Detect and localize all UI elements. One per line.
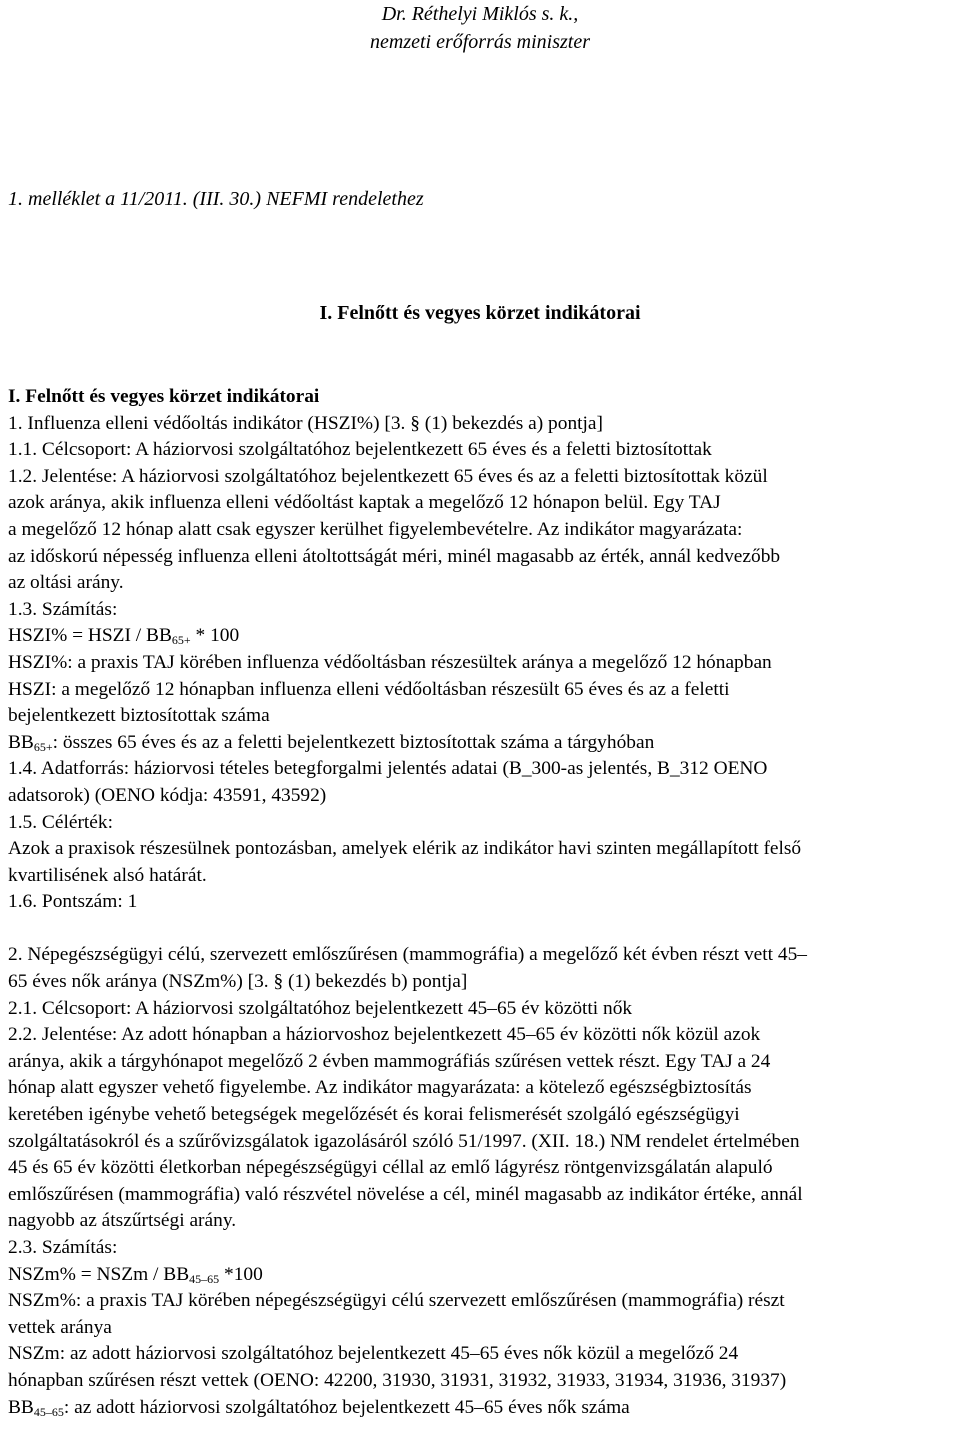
- def-bb-1-tail: : összes 65 éves és az a feletti bejelentkezett biztosítottak száma a tárgyhóban: [52, 731, 655, 753]
- indicator-1-1-target: 1.1. Célcsoport: A háziorvosi szolgáltatóhoz bejelentkezett 65 éves és a feletti biztosítottak: [8, 439, 712, 461]
- paragraph-gap: [8, 916, 953, 943]
- indicator-1-2-meaning-line-5: az oltási arány.: [8, 572, 124, 594]
- indicator-2-2-meaning-line-1: 2.2. Jelentése: Az adott hónapban a háziorvoshoz bejelentkezett 45–65 év közötti nők közül azok: [8, 1024, 761, 1046]
- indicator-2-2-meaning-line-3: hónap alatt egyszer vehető figyelembe. Az indikátor magyarázata: a kötelező egészségbiztosítás: [8, 1077, 752, 1099]
- indicator-1-2-meaning-line-1: 1.2. Jelentése: A háziorvosi szolgáltatóhoz bejelentkezett 65 éves és az a feletti biztosítottak közül: [8, 465, 768, 487]
- indicator-2-2-meaning-line-8: nagyobb az átszűrtségi arány.: [8, 1210, 237, 1232]
- indicator-1-def-hszi-line-2: bejelentkezett biztosítottak száma: [8, 705, 270, 727]
- indicator-1-2-meaning-line-2: azok aránya, akik influenza elleni védőoltást kaptak a megelőző 12 hónapon belül. Egy TAJ: [8, 492, 721, 514]
- def-bb-1-subscript: 65+: [33, 739, 53, 754]
- formula-2-main: NSZm% = NSZm / BB: [8, 1263, 190, 1285]
- indicator-1-formula: [8, 623, 953, 650]
- indicator-1-4-source-line-2: adatsorok) (OENO kódja: 43591, 43592): [8, 784, 327, 806]
- section-heading-repeat: I. Felnőtt és vegyes körzet indikátorai: [8, 386, 320, 407]
- indicator-1-4-source-line-1: 1.4. Adatforrás: háziorvosi tételes betegforgalmi jelentés adatai (B_300-as jelentés, B_312 OENO: [8, 758, 768, 780]
- indicator-1-title: 1. Influenza elleni védőoltás indikátor (HSZI%) [3. § (1) bekezdés a) pontja]: [8, 412, 603, 434]
- indicator-2-def-nszm-line-2: hónapban szűrésen részt vettek (OENO: 42200, 31930, 31931, 31932, 31933, 31934, 31936, 31937): [8, 1369, 787, 1391]
- indicator-1-3-calc-heading: 1.3. Számítás:: [8, 598, 118, 620]
- indicator-2-def-nszm-pct-line-1: NSZm%: a praxis TAJ körében népegészségügyi célú szervezett emlőszűrésen (mammográfia) részt: [8, 1290, 785, 1312]
- indicator-1-6-points: 1.6. Pontszám: 1: [8, 891, 138, 913]
- indicator-1-def-bb: [8, 730, 953, 757]
- indicator-1-2-meaning-line-4: az időskorú népesség influenza elleni átoltottságát méri, minél magasabb az érték, annál kedvezőbb: [8, 545, 781, 567]
- formula-2-tail: *100: [219, 1263, 263, 1285]
- indicator-1-def-hszi-line-1: HSZI: a megelőző 12 hónapban influenza elleni védőoltásban részesült 65 éves és az a feletti: [8, 678, 730, 700]
- indicator-2-def-nszm-line-1: NSZm: az adott háziorvosi szolgáltatóhoz bejelentkezett 45–65 éves nők közül a megelőző 24: [8, 1343, 739, 1365]
- def-bb-2-main: BB: [8, 1396, 34, 1418]
- indicator-1-def-hszi-pct: HSZI%: a praxis TAJ körében influenza védőoltásban részesültek aránya a megelőző 12 hónapban: [8, 651, 772, 673]
- signatory-role: nemzeti erőforrás miniszter: [370, 31, 590, 53]
- indicator-2-2-meaning-line-6: 45 és 65 év közötti életkorban népegészségügyi céllal az emlő lágyrész röntgenvizsgálatán alapuló: [8, 1157, 773, 1179]
- signatory-name: Dr. Réthelyi Miklós s. k.,: [381, 3, 579, 25]
- signature-block: [0, 0, 960, 56]
- indicator-2-2-meaning-line-7: emlőszűrésen (mammográfia) való részvétel növelése a cél, minél magasabb az indikátor értéke, annál: [8, 1183, 803, 1205]
- indicator-2-title-line-2: 65 éves nők aránya (NSZm%) [3. § (1) bekezdés b) pontja]: [8, 971, 468, 993]
- indicator-2-2-meaning-line-2: aránya, akik a tárgyhónapot megelőző 2 évben mammográfiás szűrésen vettek részt. Egy TAJ a 24: [8, 1050, 771, 1072]
- indicator-2-def-bb: [8, 1395, 953, 1422]
- indicator-2-3-calc-heading: 2.3. Számítás:: [8, 1237, 118, 1258]
- indicator-1-5-target-line-2: kvartilisének alsó határát.: [8, 864, 207, 886]
- indicator-1-2-meaning-line-3: a megelőző 12 hónap alatt csak egyszer kerülhet figyelembevételre. Az indikátor magyarázata:: [8, 518, 743, 540]
- section-heading: I. Felnőtt és vegyes körzet indikátorai: [319, 302, 641, 324]
- formula-1-tail: * 100: [190, 625, 240, 647]
- def-bb-2-tail: : az adott háziorvosi szolgáltatóhoz bejelentkezett 45–65 éves nők száma: [63, 1396, 630, 1418]
- formula-2-subscript: 45–65: [189, 1271, 220, 1286]
- indicator-1-5-target-line-1: Azok a praxisok részesülnek pontozásban, amelyek elérik az indikátor havi szinten megállapított felső: [8, 838, 802, 860]
- indicator-2-formula: [8, 1262, 953, 1289]
- def-bb-2-subscript: 45–65: [33, 1404, 64, 1419]
- formula-1-main: HSZI% = HSZI / BB: [8, 625, 172, 647]
- formula-1-subscript: 65+: [171, 633, 191, 648]
- indicator-2-1-target: 2.1. Célcsoport: A háziorvosi szolgáltatóhoz bejelentkezett 45–65 év közötti nők: [8, 997, 633, 1019]
- indicator-2-2-meaning-line-4: keretében igénybe vehető betegségek megelőzését és korai felismerését szolgáló egészségügyi: [8, 1104, 740, 1126]
- indicator-2-def-nszm-pct-line-2: vettek aránya: [8, 1316, 112, 1338]
- indicator-2-title-line-1: 2. Népegészségügyi célú, szervezett emlőszűrésen (mammográfia) a megelőző két évben részt vett 45–: [8, 944, 807, 966]
- annex-title: 1. melléklet a 11/2011. (III. 30.) NEFMI rendelethez: [8, 188, 424, 210]
- indicator-2-2-meaning-line-5: szolgáltatásokról és a szűrővizsgálatok igazolásáról szóló 51/1997. (XII. 18.) NM rendelet értelmében: [8, 1130, 800, 1152]
- indicator-1-5-target-heading: 1.5. Célérték:: [8, 811, 114, 833]
- document-body: [8, 384, 953, 1421]
- def-bb-1-main: BB: [8, 731, 34, 753]
